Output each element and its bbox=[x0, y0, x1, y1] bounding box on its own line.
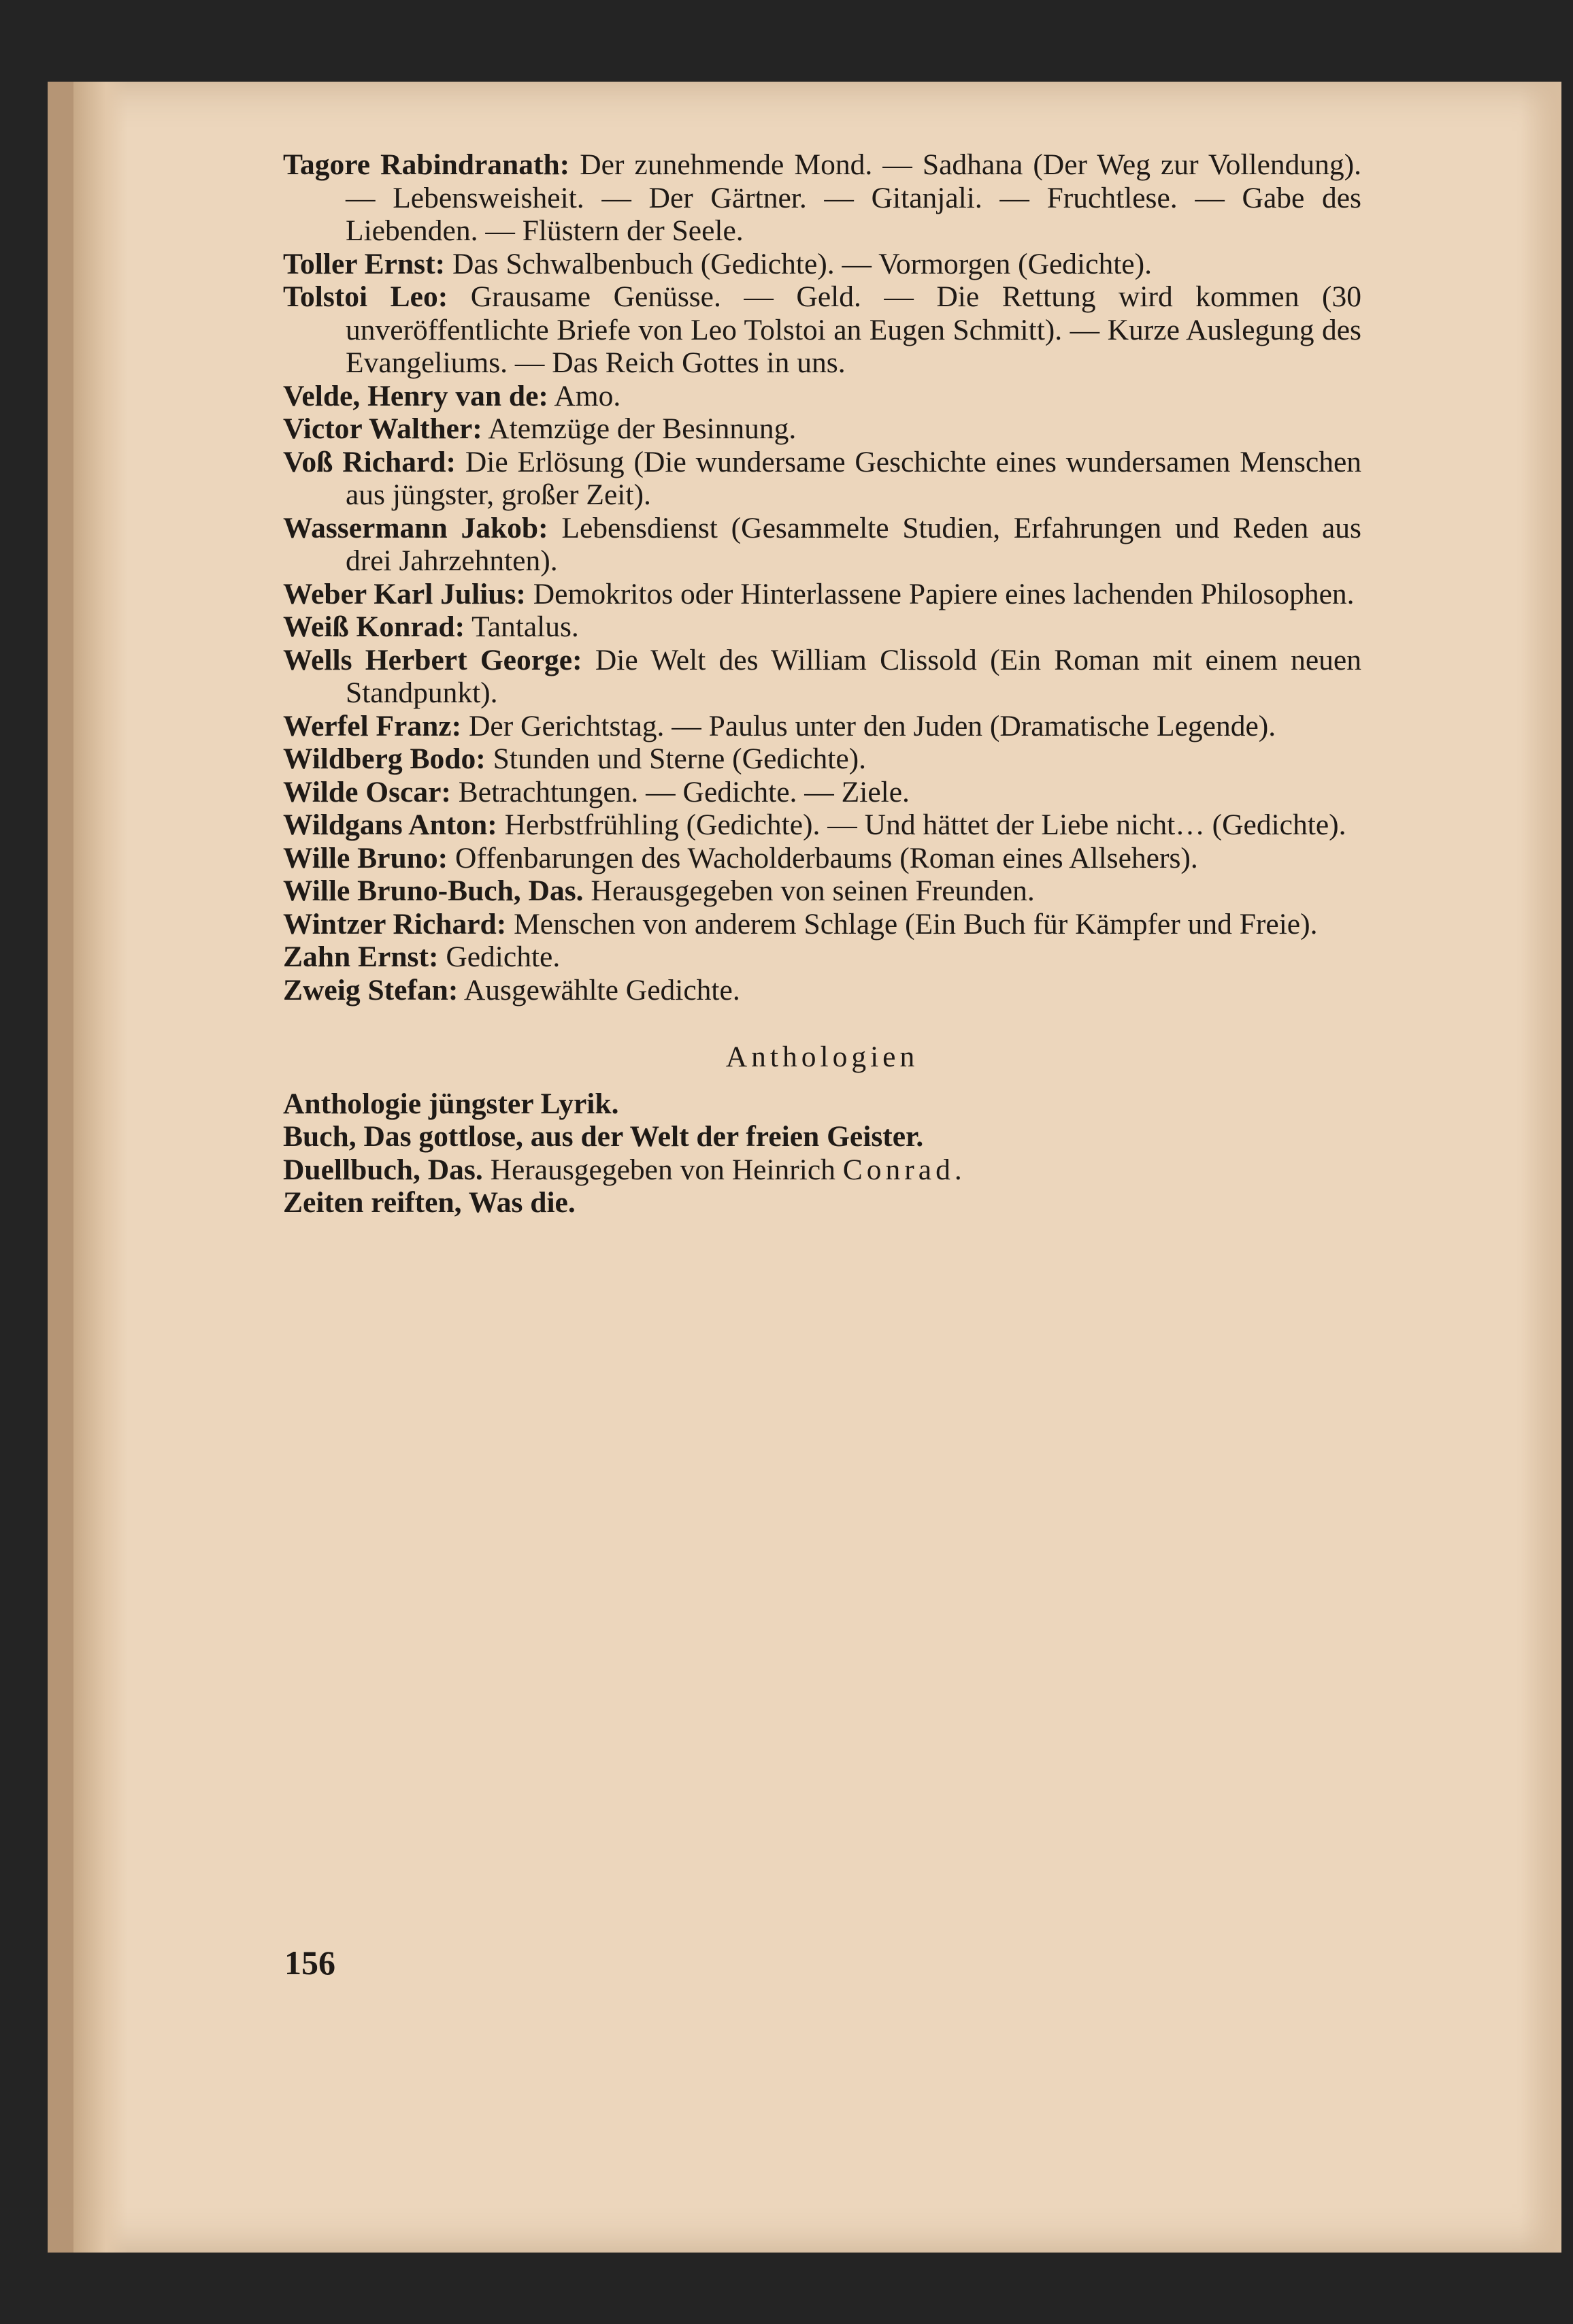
entry-text: Grausame Genüsse. — Geld. — Die Rettung wird kommen (30 unveröffentlichte Briefe von Leo Tolstoi an Eugen Schmitt). — Kurze Auslegung des Evangeliums. — Das Reich Gottes in uns. bbox=[346, 280, 1362, 379]
anthology-entry: Zeiten reiften, Was die. bbox=[283, 1186, 576, 1219]
entry-text: Stunden und Sterne (Gedichte). bbox=[485, 742, 867, 775]
entry-author: Weiß Konrad: bbox=[283, 610, 465, 643]
bibliography-list bbox=[283, 148, 1361, 1220]
entry-author: Zahn Ernst: bbox=[283, 940, 439, 973]
entry-author: Wille Bruno-Buch, Das. bbox=[283, 874, 584, 907]
entry-author: Wildberg Bodo: bbox=[283, 742, 486, 775]
entry-text: Betrachtungen. — Gedichte. — Ziele. bbox=[450, 775, 910, 808]
anthology-note: Herausgegeben von Heinrich bbox=[482, 1153, 843, 1186]
entry-author: Wildgans Anton: bbox=[283, 808, 497, 841]
entry-text: Die Erlösung (Die wundersame Geschichte eines wundersamen Menschen aus jüngster, großer Zeit). bbox=[346, 445, 1361, 511]
section-heading-anthologien: Anthologien bbox=[725, 1041, 919, 1073]
entry-text: Offenbarungen des Wacholderbaums (Roman eines Allsehers). bbox=[448, 841, 1198, 874]
entry-tolstoi bbox=[283, 280, 1361, 380]
entry-weiss bbox=[283, 610, 1361, 644]
entry-author: Tolstoi Leo: bbox=[283, 280, 448, 313]
entry-tagore bbox=[283, 148, 1361, 248]
entry-author: Wassermann Jakob: bbox=[283, 511, 548, 544]
page-gutter-shadow bbox=[1521, 82, 1561, 2253]
entry-author: Zweig Stefan: bbox=[283, 973, 459, 1006]
entry-text: Herausgegeben von seinen Freunden. bbox=[583, 874, 1035, 907]
entry-author: Wille Bruno: bbox=[283, 841, 448, 874]
entry-wildgans bbox=[283, 808, 1361, 842]
entry-text: Atemzüge der Besinnung. bbox=[482, 412, 797, 445]
entry-text: Tantalus. bbox=[465, 610, 579, 643]
entry-wilde bbox=[283, 776, 1361, 809]
anthology-entry bbox=[283, 1153, 1361, 1187]
entry-text: Ausgewählte Gedichte. bbox=[458, 973, 740, 1006]
entry-text: Der zunehmende Mond. — Sadhana (Der Weg zur Vollendung). — Lebensweisheit. — Der Gärtner. — Gitanjali. — Fruchtlese. — Gabe des Liebenden. — Flüstern der Seele. bbox=[346, 148, 1361, 247]
entry-wells bbox=[283, 644, 1361, 710]
entry-zweig bbox=[283, 974, 1361, 1007]
entry-text: Demokritos oder Hinterlassene Papiere eines lachenden Philosophen. bbox=[525, 577, 1355, 610]
entry-weber bbox=[283, 578, 1361, 611]
anthology-title: Duellbuch, Das. bbox=[283, 1153, 483, 1186]
page-number: 156 bbox=[284, 1944, 335, 1982]
entry-author: Werfel Franz: bbox=[283, 709, 462, 742]
entry-zahn bbox=[283, 940, 1361, 974]
entry-text: Amo. bbox=[548, 379, 621, 412]
entry-author: Tagore Rabindranath: bbox=[283, 148, 570, 181]
entry-author: Toller Ernst: bbox=[283, 247, 446, 280]
entry-text: Menschen von anderem Schlage (Ein Buch für Kämpfer und Freie). bbox=[506, 907, 1318, 940]
entry-toller bbox=[283, 248, 1361, 281]
entry-text: Das Schwalbenbuch (Gedichte). — Vormorgen (Gedichte). bbox=[445, 247, 1152, 280]
entry-werfel bbox=[283, 710, 1361, 743]
entry-author: Voß Richard: bbox=[283, 445, 456, 478]
entry-author: Wintzer Richard: bbox=[283, 907, 507, 940]
entry-text: Die Welt des William Clissold (Ein Roman mit einem neuen Standpunkt). bbox=[346, 643, 1361, 709]
entry-text: Gedichte. bbox=[438, 940, 561, 973]
anthology-entry: Anthologie jüngster Lyrik. bbox=[283, 1087, 619, 1120]
entry-wassermann bbox=[283, 512, 1361, 578]
entry-author: Weber Karl Julius: bbox=[283, 577, 526, 610]
entry-text: Lebensdienst (Gesammelte Studien, Erfahrungen und Reden aus drei Jahrzehnten). bbox=[346, 511, 1361, 577]
entry-author: Wilde Oscar: bbox=[283, 775, 451, 808]
entry-voss bbox=[283, 446, 1361, 512]
entry-author: Victor Walther: bbox=[283, 412, 482, 445]
entry-wille-bruno bbox=[283, 842, 1361, 875]
entry-text: Herbstfrühling (Gedichte). — Und hättet der Liebe nicht… (Gedichte). bbox=[497, 808, 1346, 841]
entry-author: Wells Herbert George: bbox=[283, 643, 582, 676]
anthology-editor-name: Conrad. bbox=[842, 1153, 966, 1186]
entry-velde bbox=[283, 380, 1361, 413]
page-edge bbox=[73, 82, 128, 2253]
entry-victor bbox=[283, 412, 1361, 446]
entry-text: Der Gerichtstag. — Paulus unter den Juden (Dramatische Legende). bbox=[461, 709, 1276, 742]
entry-wintzer bbox=[283, 908, 1361, 941]
entry-author: Velde, Henry van de: bbox=[283, 379, 548, 412]
entry-wildberg bbox=[283, 742, 1361, 776]
anthology-entry: Buch, Das gottlose, aus der Welt der freien Geister. bbox=[283, 1120, 924, 1153]
entry-wille-bruno-buch bbox=[283, 874, 1361, 908]
